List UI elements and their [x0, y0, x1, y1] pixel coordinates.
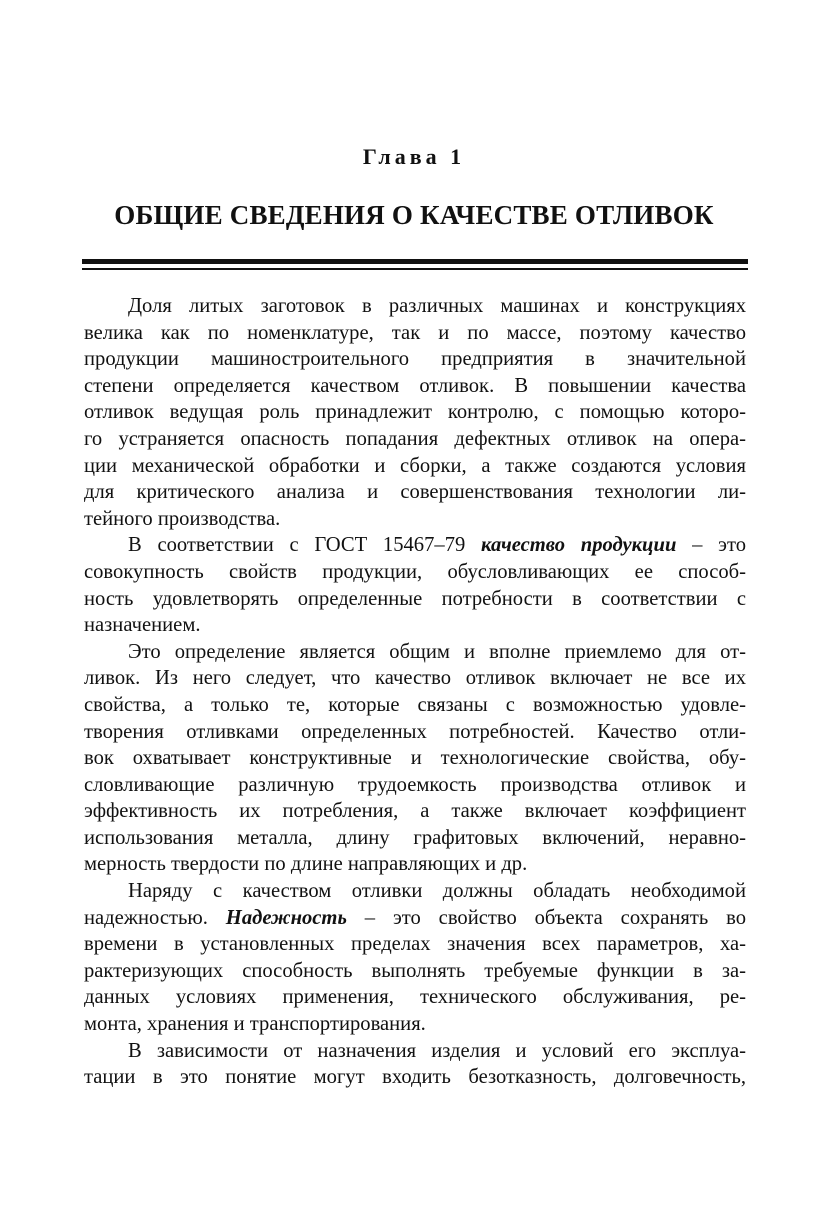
- text-segment: – это: [676, 534, 746, 557]
- chapter-title: ОБЩИЕ СВЕДЕНИЯ О КАЧЕСТВЕ ОТЛИВОК: [114, 200, 714, 230]
- title-rule-thick: [82, 259, 748, 264]
- text-line: назначением.: [84, 614, 201, 637]
- text-line: Доля литых заготовок в различных машинах и конструкциях: [128, 295, 746, 317]
- term-quality-of-products: качество продукции: [481, 534, 677, 557]
- text-line: велика как по номенклатуре, так и по массе, поэтому качество: [84, 321, 746, 344]
- text-line: мерность твердости по длине направляющих и др.: [84, 853, 528, 876]
- text-segment: В соответствии с ГОСТ 15467–79: [128, 534, 482, 557]
- text-line: В зависимости от назначения изделия и условий его эксплуа-: [128, 1039, 746, 1062]
- term-reliability: Надежность: [225, 906, 347, 929]
- text-line: тейного производства.: [84, 507, 281, 530]
- text-line: [84, 905, 746, 932]
- text-segment: надежностью.: [84, 906, 226, 929]
- text-line: для критического анализа и совершенствования технологии ли-: [84, 481, 746, 504]
- text-segment: – это свойство объекта сохранять во: [346, 906, 746, 929]
- body-text: [84, 293, 746, 1091]
- text-line: данных условиях применения, технического обслуживания, ре-: [84, 986, 746, 1009]
- text-line: ливок. Из него следует, что качество отливок включает не все их: [84, 667, 746, 690]
- text-line: вок охватывает конструктивные и технологические свойства, обу-: [84, 747, 746, 770]
- text-line: использования металла, длину графитовых включений, неравно-: [84, 826, 746, 849]
- text-line: [84, 532, 746, 559]
- text-line: продукции машиностроительного предприятия в значительной: [84, 348, 746, 371]
- chapter-number: Глава 1: [362, 144, 466, 169]
- text-line: свойства, а только те, которые связаны с возможностью удовле-: [84, 693, 746, 716]
- text-line: степени определяется качеством отливок. В повышении качества: [84, 374, 746, 397]
- text-line: Наряду с качеством отливки должны обладать необходимой: [128, 880, 746, 903]
- text-line: монта, хранения и транспортирования.: [84, 1013, 426, 1036]
- title-rule-thin: [82, 268, 748, 270]
- text-line: совокупность свойств продукции, обусловливающих ее способ-: [84, 560, 746, 583]
- text-line: го устраняется опасность попадания дефектных отливок на опера-: [84, 427, 746, 450]
- text-line: времени в установленных пределах значения всех параметров, ха-: [84, 933, 746, 956]
- text-line: отливок ведущая роль принадлежит контролю, с помощью которо-: [84, 401, 746, 424]
- text-line: ность удовлетворять определенные потребности в соответствии с: [84, 587, 746, 610]
- text-line: тации в это понятие могут входить безотказность, долговечность,: [84, 1066, 746, 1089]
- text-line: творения отливками определенных потребностей. Качество отли-: [84, 720, 746, 743]
- text-line: рактеризующих способность выполнять требуемые функции в за-: [84, 959, 746, 982]
- text-line: эффективность их потребления, а также включает коэффициент: [84, 800, 746, 823]
- text-line: Это определение является общим и вполне приемлемо для от-: [128, 640, 746, 663]
- text-line: словливающие различную трудоемкость производства отливок и: [84, 773, 746, 796]
- text-line: ции механической обработки и сборки, а также создаются условия: [84, 454, 746, 477]
